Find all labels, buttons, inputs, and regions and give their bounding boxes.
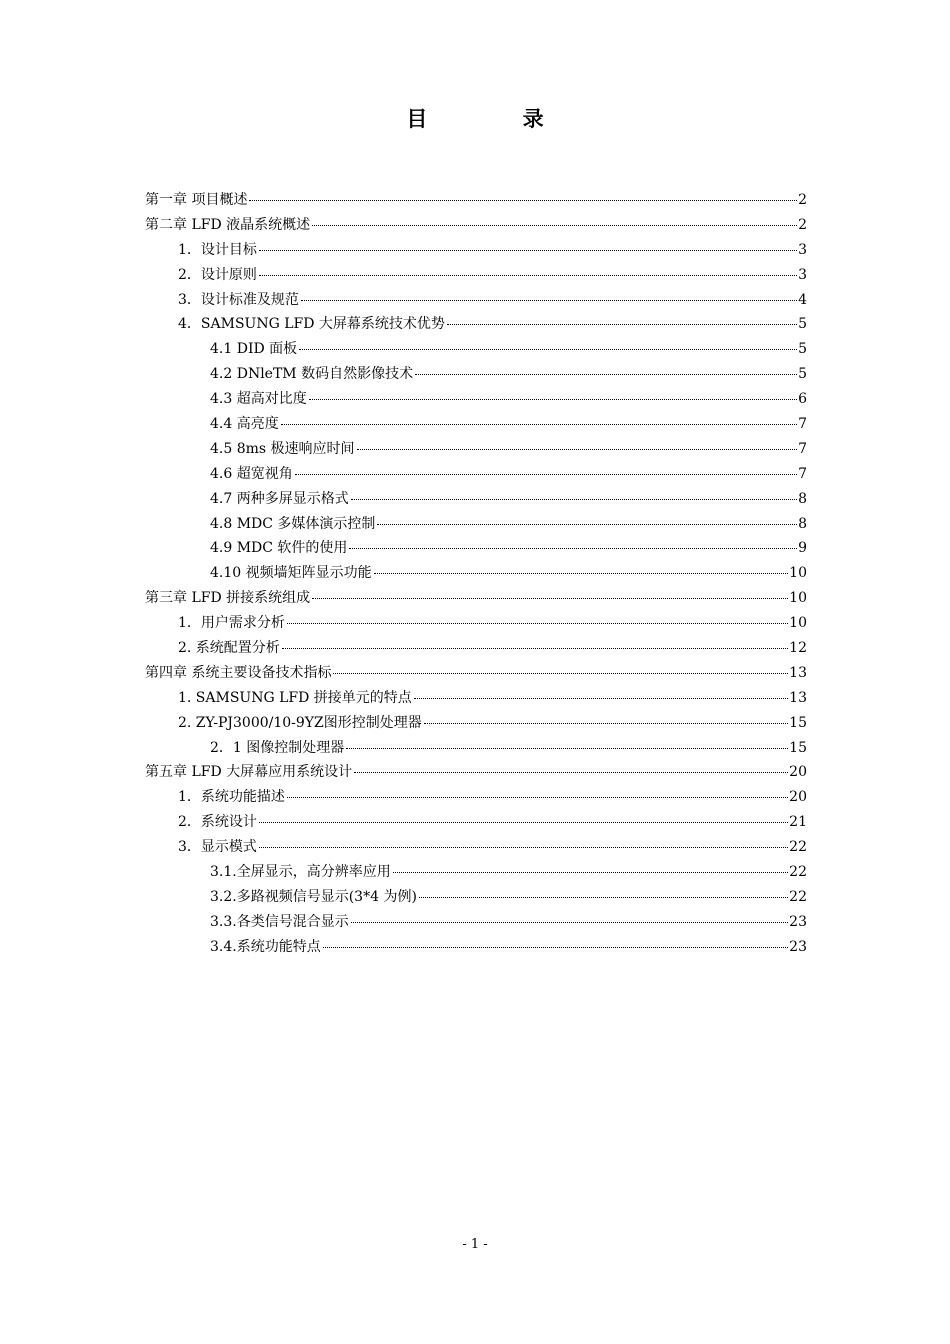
dot-leader <box>424 722 788 724</box>
dot-leader <box>249 199 797 201</box>
toc-entry[interactable] <box>145 462 807 487</box>
toc-entry[interactable] <box>145 188 807 213</box>
toc-entry-page-number: 8 <box>798 515 807 532</box>
toc-entry-title: 3.3.各类信号混合显示 <box>210 913 349 930</box>
toc-entry-title: 第一章 项目概述 <box>145 192 248 208</box>
toc-entry-page-number: 2 <box>798 192 807 208</box>
dot-leader <box>447 323 797 325</box>
toc-entry-page-number: 20 <box>789 789 807 806</box>
toc-entry-page-number: 23 <box>789 913 807 930</box>
dot-leader <box>287 622 788 624</box>
dot-leader <box>351 498 797 500</box>
toc-entry-page-number: 10 <box>789 565 807 582</box>
dot-leader <box>259 846 788 848</box>
toc-entry[interactable] <box>145 238 807 263</box>
dot-leader <box>374 572 789 574</box>
dot-leader <box>393 871 788 873</box>
toc-entry[interactable] <box>145 810 807 835</box>
toc-entry-title: 1. SAMSUNG LFD 拼接单元的特点 <box>178 689 412 706</box>
toc-entry-page-number: 22 <box>789 888 807 905</box>
toc-entry-page-number: 5 <box>798 316 807 333</box>
toc-entry[interactable] <box>145 387 807 412</box>
toc-entry-title: 2. ZY-PJ3000/10-9YZ图形控制处理器 <box>178 714 422 731</box>
toc-entry[interactable] <box>145 611 807 636</box>
toc-entry[interactable] <box>145 288 807 313</box>
toc-entry-page-number: 13 <box>789 664 807 681</box>
toc-entry-title: 2. 系统配置分析 <box>178 640 280 657</box>
toc-entry-page-number: 10 <box>789 615 807 632</box>
toc-entry-page-number: 15 <box>789 739 807 756</box>
toc-entry[interactable] <box>145 437 807 462</box>
toc-title: 目 录 <box>406 106 588 131</box>
toc-entry-page-number: 20 <box>789 764 807 781</box>
toc-entry-page-number: 7 <box>798 465 807 482</box>
toc-entry[interactable] <box>145 686 807 711</box>
toc-entry-title: 4.6 超宽视角 <box>210 465 293 482</box>
dot-leader <box>259 249 797 251</box>
toc-entry-page-number: 4 <box>798 291 807 308</box>
toc-entry-page-number: 5 <box>798 366 807 383</box>
table-of-contents <box>145 188 807 960</box>
toc-entry[interactable] <box>145 213 807 238</box>
toc-entry-page-number: 8 <box>798 490 807 507</box>
toc-entry[interactable] <box>145 860 807 885</box>
dot-leader <box>333 672 788 674</box>
toc-entry-page-number: 9 <box>798 540 807 557</box>
toc-entry-title: 3.1.全屏显示，高分辨率应用 <box>210 864 391 881</box>
toc-entry-title: 第三章 LFD 拼接系统组成 <box>145 590 311 607</box>
dot-leader <box>281 423 797 425</box>
toc-entry[interactable] <box>145 661 807 686</box>
toc-entry-title: 4．SAMSUNG LFD 大屏幕系统技术优势 <box>178 316 445 333</box>
toc-entry[interactable] <box>145 636 807 661</box>
toc-entry[interactable] <box>145 412 807 437</box>
toc-entry-page-number: 5 <box>798 341 807 358</box>
dot-leader <box>299 348 797 350</box>
dot-leader <box>349 547 797 549</box>
toc-entry-title: 2．设计原则 <box>178 266 257 283</box>
toc-entry-title: 3.2.多路视频信号显示(3*4 为例) <box>210 888 417 905</box>
toc-entry[interactable] <box>145 935 807 960</box>
toc-entry[interactable] <box>145 263 807 288</box>
toc-entry-title: 4.4 高亮度 <box>210 416 279 433</box>
toc-entry-page-number: 7 <box>798 440 807 457</box>
toc-entry-page-number: 2 <box>798 216 807 233</box>
toc-entry-title: 第二章 LFD 液晶系统概述 <box>145 216 311 233</box>
toc-entry-title: 4.9 MDC 软件的使用 <box>210 540 348 557</box>
toc-entry-title: 4.1 DID 面板 <box>210 341 298 358</box>
toc-entry-page-number: 6 <box>798 391 807 408</box>
dot-leader <box>377 523 797 525</box>
toc-entry-title: 4.3 超高对比度 <box>210 391 307 408</box>
toc-entry-title: 1．用户需求分析 <box>178 615 285 632</box>
dot-leader <box>415 373 797 375</box>
dot-leader <box>295 473 797 475</box>
toc-entry-page-number: 22 <box>789 864 807 881</box>
toc-entry-title: 4.2 DNleTM 数码自然影像技术 <box>210 366 414 383</box>
dot-leader <box>259 821 788 823</box>
toc-entry-title: 4.10 视频墙矩阵显示功能 <box>210 565 372 582</box>
toc-entry-title: 4.8 MDC 多媒体演示控制 <box>210 515 376 532</box>
toc-entry[interactable] <box>145 835 807 860</box>
toc-entry[interactable] <box>145 337 807 362</box>
dot-leader <box>309 398 797 400</box>
dot-leader <box>354 771 788 773</box>
toc-entry-page-number: 22 <box>789 839 807 856</box>
toc-entry[interactable] <box>145 586 807 611</box>
toc-entry-title: 3．设计标准及规范 <box>178 291 299 308</box>
toc-entry-title: 4.5 8ms 极速响应时间 <box>210 440 355 457</box>
toc-entry-page-number: 3 <box>798 241 807 258</box>
dot-leader <box>287 796 788 798</box>
toc-entry-title: 第五章 LFD 大屏幕应用系统设计 <box>145 764 353 781</box>
toc-entry-title: 2．系统设计 <box>178 814 257 831</box>
dot-leader <box>419 896 788 898</box>
dot-leader <box>323 946 788 948</box>
toc-entry-title: 3.4.系统功能特点 <box>210 938 321 955</box>
toc-entry-page-number: 23 <box>789 938 807 955</box>
toc-entry-page-number: 10 <box>789 590 807 607</box>
toc-entry-page-number: 13 <box>789 689 807 706</box>
toc-entry-title: 4.7 两种多屏显示格式 <box>210 490 349 507</box>
toc-entry[interactable] <box>145 512 807 537</box>
toc-entry[interactable] <box>145 885 807 910</box>
toc-entry[interactable] <box>145 487 807 512</box>
dot-leader <box>301 299 797 301</box>
dot-leader <box>414 697 788 699</box>
toc-entry-page-number: 7 <box>798 416 807 433</box>
toc-entry-title: 1．系统功能描述 <box>178 789 285 806</box>
toc-entry-title: 3．显示模式 <box>178 839 257 856</box>
dot-leader <box>357 448 798 450</box>
toc-entry-page-number: 21 <box>789 814 807 831</box>
toc-entry-title: 第四章 系统主要设备技术指标 <box>145 664 332 681</box>
toc-entry-title: 1．设计目标 <box>178 241 257 258</box>
dot-leader <box>351 921 788 923</box>
toc-entry-page-number: 15 <box>789 714 807 731</box>
toc-entry[interactable] <box>145 536 807 561</box>
dot-leader <box>312 597 788 599</box>
toc-entry[interactable] <box>145 362 807 387</box>
toc-entry-title: 2．1 图像控制处理器 <box>210 739 345 756</box>
toc-entry-page-number: 3 <box>798 266 807 283</box>
toc-entry[interactable] <box>145 312 807 337</box>
dot-leader <box>259 274 797 276</box>
toc-entry-page-number: 12 <box>789 640 807 657</box>
toc-entry[interactable] <box>145 910 807 935</box>
toc-entry[interactable] <box>145 736 807 761</box>
dot-leader <box>346 747 788 749</box>
toc-entry[interactable] <box>145 760 807 785</box>
toc-entry[interactable] <box>145 711 807 736</box>
page-number-footer: - 1 - <box>462 1237 488 1252</box>
toc-entry[interactable] <box>145 561 807 586</box>
toc-entry[interactable] <box>145 785 807 810</box>
dot-leader <box>282 647 788 649</box>
dot-leader <box>312 224 797 226</box>
